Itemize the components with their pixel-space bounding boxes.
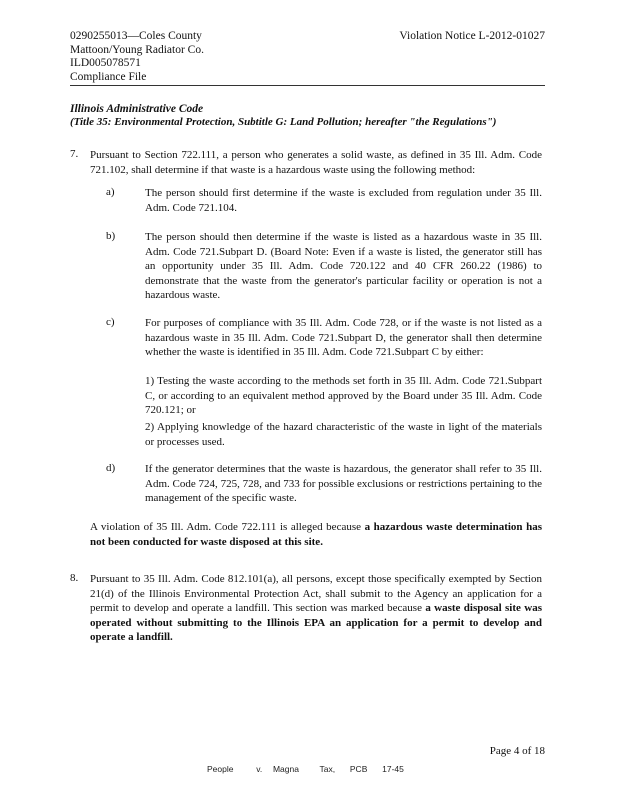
footer-people: People xyxy=(207,764,234,774)
header-line-file: Compliance File xyxy=(70,70,147,83)
item-8-number: 8. xyxy=(70,572,79,584)
header-line-id: ILD005078571 xyxy=(70,57,141,69)
item-7d-text: If the generator determines that the waste is hazardous, the generator shall refer to 35 Ill. Adm. Code 724, 725, 728, and 733 for possible exclusions or restrictions pertaining to the management of the specific waste. xyxy=(145,463,542,504)
footer-case-number: 17-45 xyxy=(382,764,404,774)
item-7c-option-2: 2) Applying knowledge of the hazard characteristic of the waste in light of the materials or processes used. xyxy=(145,421,542,448)
footer-tax: Tax, xyxy=(319,764,336,774)
header-left xyxy=(70,30,320,84)
item-7-violation-bold: a hazardous waste determination has not been conducted for waste disposed at this site. xyxy=(90,521,542,548)
item-7c-text: For purposes of compliance with 35 Ill. Adm. Code 728, or if the waste is not listed as a hazardous waste in 35 Ill. Adm. Code 721.Subpart D, the generator shall then determine whether the waste is identified in 35 Ill. Adm. Code 721.Subpart C by either: xyxy=(145,317,542,358)
item-7d-label: d) xyxy=(106,462,116,474)
footer-caption xyxy=(207,764,404,774)
item-8-text xyxy=(90,572,542,645)
item-7a-label: a) xyxy=(106,186,115,198)
item-7-violation xyxy=(90,520,542,549)
footer-v: v. xyxy=(256,764,263,774)
header-divider xyxy=(70,85,545,86)
code-heading-subtitle: (Title 35: Environmental Protection, Subtitle G: Land Pollution; hereafter "the Regulations") xyxy=(70,116,497,128)
item-8-body: Pursuant to 35 Ill. Adm. Code 812.101(a), all persons, except those specifically exempted by Section 21(d) of the Illinois Environmental Protection Act, shall submit to the Agency an application for a permit to develop and operate a landfill. This section was marked because xyxy=(90,573,542,614)
code-heading-title: Illinois Administrative Code xyxy=(70,103,204,115)
item-7b-text: The person should then determine if the waste is listed as a hazardous waste in 35 Ill. Adm. Code 721.Subpart D. (Board Note: Even if a waste is listed, the generator still has an opportunity under 35 Ill. Adm. Code 720.122 and 40 CFR 260.22 (1986) to demonstrate that the waste from the generator's particular facility or operation is not a hazardous waste. xyxy=(145,231,542,301)
header-line-county: 0290255013—Coles County xyxy=(70,30,202,42)
header-line-company: Mattoon/Young Radiator Co. xyxy=(70,43,204,56)
item-7c-option-1: 1) Testing the waste according to the methods set forth in 35 Ill. Adm. Code 721.Subpart C, or according to an equivalent method approved by the Board under 35 Ill. Adm. Code 720.121; or xyxy=(145,375,542,416)
footer-pcb: PCB xyxy=(349,764,368,774)
item-7b-label: b) xyxy=(106,230,116,242)
item-7c-label: c) xyxy=(106,316,115,328)
item-7-intro: Pursuant to Section 722.111, a person who generates a solid waste, as defined in 35 Ill. Adm. Code 721.102, shall determine if that waste is a hazardous waste using the following method: xyxy=(90,149,542,176)
item-8-bold: a waste disposal site was operated without submitting to the Illinois EPA an application for a permit to develop and operate a landfill. xyxy=(90,602,542,643)
footer-magna: Magna xyxy=(272,764,299,774)
header-notice-id: Violation Notice L-2012-01027 xyxy=(399,30,545,42)
page-number: Page 4 of 18 xyxy=(489,745,545,757)
item-7-number: 7. xyxy=(70,148,79,160)
item-7-violation-prefix: A violation of 35 Ill. Adm. Code 722.111 is alleged because xyxy=(90,521,365,533)
item-7a-text: The person should first determine if the waste is excluded from regulation under 35 Ill. Adm. Code 721.104. xyxy=(145,187,542,214)
